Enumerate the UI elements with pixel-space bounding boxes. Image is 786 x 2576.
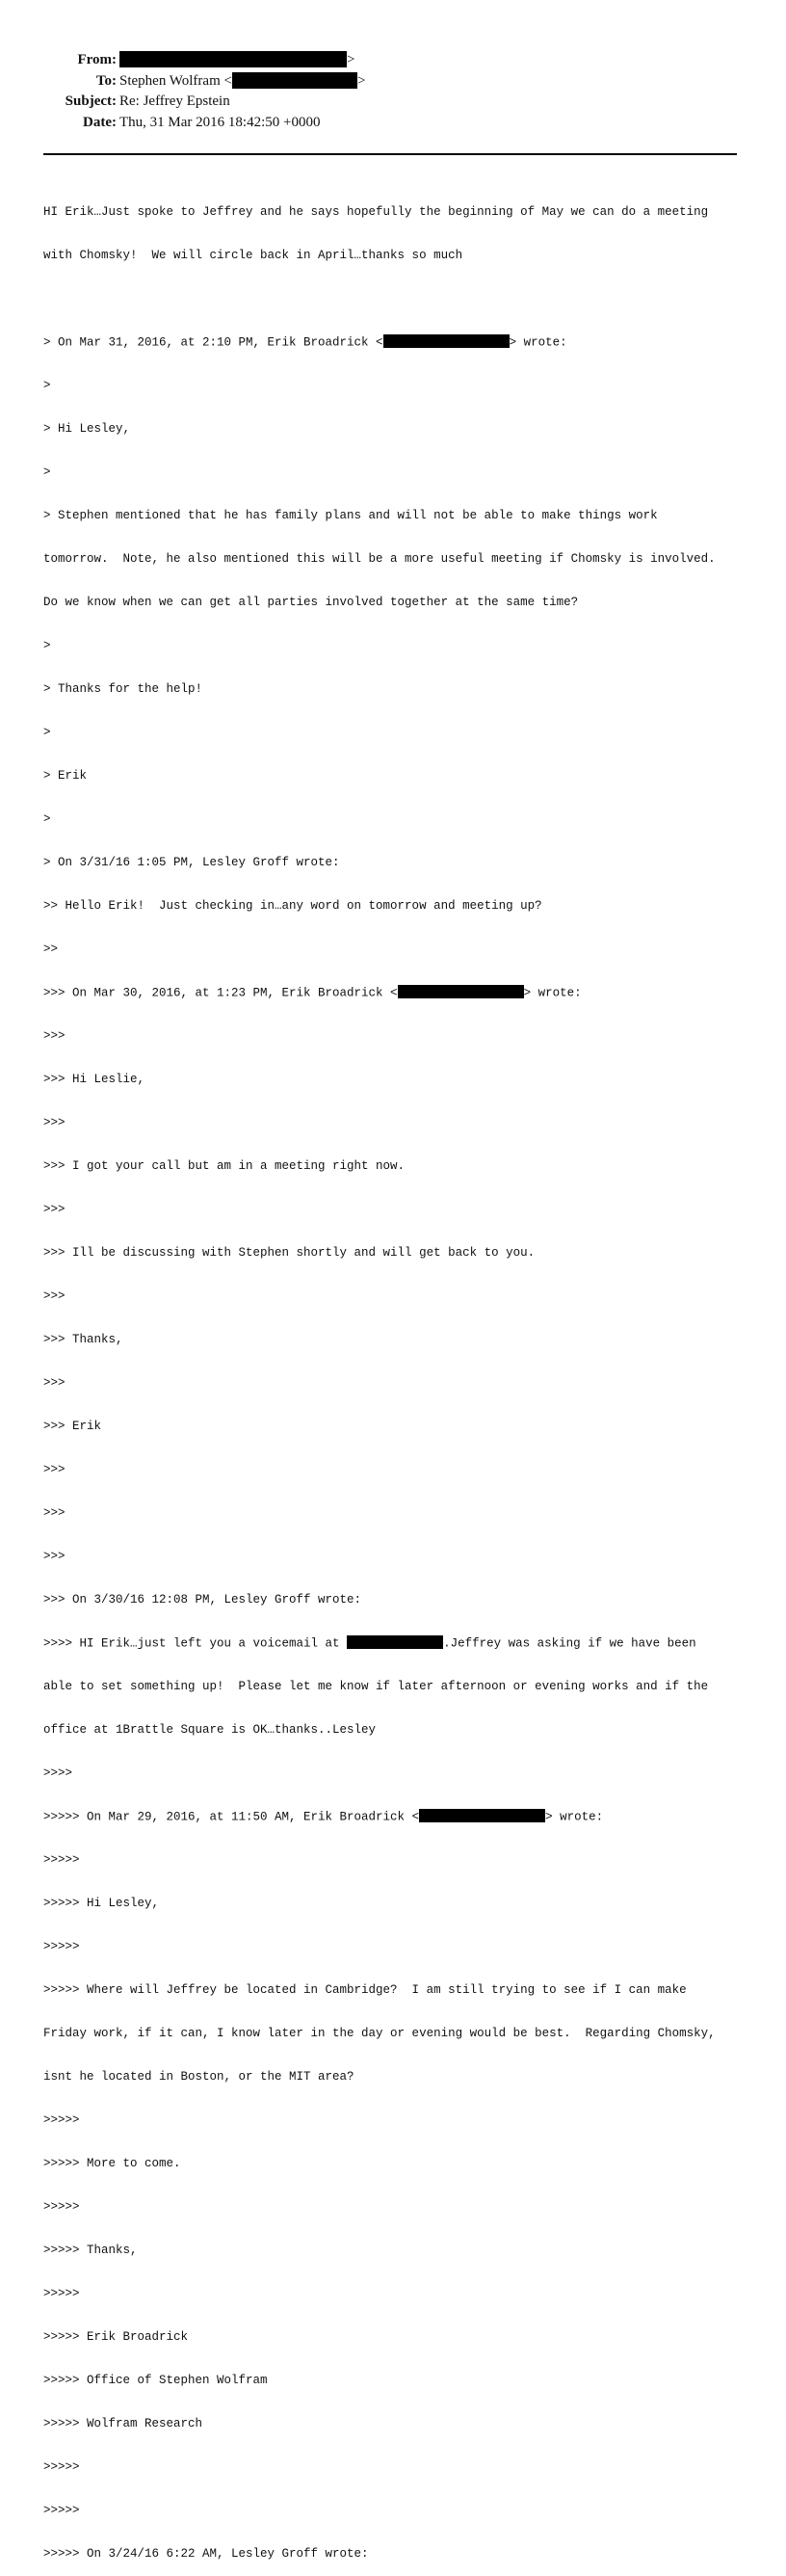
to-label: To: — [95, 72, 117, 89]
body-line: >>>> — [43, 1766, 73, 1780]
body-line: Friday work, if it can, I know later in the day or evening would be best. Regarding Chomsky, — [43, 2027, 716, 2040]
body-line: > — [43, 639, 51, 652]
subject-row — [0, 92, 786, 113]
quote-attribution: >>>>> On Mar 29, 2016, at 11:50 AM, Erik Broadrick < — [43, 1810, 420, 1824]
body-line: >>> — [43, 1116, 66, 1129]
subject-label: Subject: — [65, 93, 117, 109]
from-row — [0, 50, 786, 71]
body-line: >>> Erik — [43, 1420, 102, 1433]
to-row — [0, 71, 786, 93]
body-line: >>> — [43, 1203, 66, 1216]
body-line: >>>>> Hi Lesley, — [43, 1897, 160, 1910]
body-line: >>> Hi Leslie, — [43, 1073, 145, 1086]
quote-attribution-end: > wrote: — [545, 1810, 604, 1824]
body-line: > On 3/31/16 1:05 PM, Lesley Groff wrote: — [43, 856, 340, 869]
body-line: >>>>> Thanks, — [43, 2244, 138, 2257]
body-line: >>> I got your call but am in a meeting right now. — [43, 1159, 406, 1173]
body-line — [43, 1636, 747, 1651]
quote-attribution: > On Mar 31, 2016, at 2:10 PM, Erik Broadrick < — [43, 335, 383, 350]
redaction-bar — [383, 334, 510, 348]
body-line: > — [43, 726, 51, 739]
body-line: >>>>> — [43, 2287, 80, 2300]
from-label: From: — [77, 52, 117, 67]
body-line: office at 1Brattle Square is OK…thanks..Lesley — [43, 1723, 377, 1737]
header-divider — [43, 153, 737, 155]
body-line: > — [43, 812, 51, 826]
body-line: > — [43, 465, 51, 479]
body-line: >>> Ill be discussing with Stephen shortly and will get back to you. — [43, 1246, 536, 1260]
body-line: HI Erik…Just spoke to Jeffrey and he says hopefully the beginning of May we can do a meeting — [43, 205, 709, 219]
body-line: >> Hello Erik! Just checking in…any word on tomorrow and meeting up? — [43, 899, 542, 913]
body-line: >>> — [43, 1289, 66, 1303]
body-line: with Chomsky! We will circle back in April…thanks so much — [43, 249, 463, 262]
body-line: >>>>> — [43, 2200, 80, 2214]
body-line: >>> — [43, 1550, 66, 1563]
quote-attribution: >>> On Mar 30, 2016, at 1:23 PM, Erik Broadrick < — [43, 986, 398, 1000]
quote-text-end: .Jeffrey was asking if we have been — [443, 1636, 696, 1651]
body-line: >>>>> Erik Broadrick — [43, 2330, 189, 2344]
body-line: >>>>> More to come. — [43, 2157, 181, 2170]
quote-text: >>>> HI Erik…just left you a voicemail at — [43, 1636, 348, 1651]
from-suffix: > — [347, 52, 355, 67]
body-line: >>>>> — [43, 2504, 80, 2517]
email-header — [0, 50, 786, 133]
body-line: >>> Thanks, — [43, 1333, 123, 1346]
body-line: >>>>> Office of Stephen Wolfram — [43, 2374, 268, 2387]
to-name: Stephen Wolfram < — [119, 72, 232, 89]
redaction-bar — [119, 51, 347, 67]
quote-attribution-end: > wrote: — [509, 335, 567, 350]
subject-value: Re: Jeffrey Epstein — [119, 93, 230, 109]
body-line — [43, 986, 747, 1000]
to-value — [119, 71, 365, 93]
body-line: > Stephen mentioned that he has family plans and will not be able to make things work — [43, 509, 658, 522]
body-line — [43, 292, 747, 306]
body-line: >>> — [43, 1506, 66, 1520]
redaction-bar — [398, 985, 524, 998]
quote-attribution-end: > wrote: — [523, 986, 582, 1000]
body-line: able to set something up! Please let me know if later afternoon or evening works and if the — [43, 1680, 709, 1693]
body-line: >>>>> On 3/24/16 6:22 AM, Lesley Groff wrote: — [43, 2547, 369, 2561]
body-line: >>>>> — [43, 1853, 80, 1867]
email-body — [43, 176, 747, 2576]
date-row — [0, 113, 786, 134]
body-line: >>>>> — [43, 1940, 80, 1953]
redaction-bar — [347, 1635, 443, 1649]
body-line: >>> — [43, 1029, 66, 1043]
to-suffix: > — [356, 72, 366, 89]
body-line: >>>>> — [43, 2460, 80, 2474]
body-line — [43, 335, 747, 350]
body-line: > Hi Lesley, — [43, 422, 131, 436]
redaction-bar — [232, 72, 357, 89]
body-line: >>>>> Where will Jeffrey be located in Cambridge? I am still trying to see if I can make — [43, 1983, 687, 1997]
body-line: > Erik — [43, 769, 88, 783]
body-line — [43, 1810, 747, 1824]
body-line: >>> — [43, 1463, 66, 1476]
body-line: >>>>> — [43, 2113, 80, 2127]
body-line: Do we know when we can get all parties involved together at the same time? — [43, 596, 579, 609]
body-line: tomorrow. Note, he also mentioned this will be a more useful meeting if Chomsky is involved. — [43, 552, 716, 566]
date-label: Date: — [83, 114, 117, 130]
redaction-bar — [419, 1809, 545, 1822]
body-line: > Thanks for the help! — [43, 682, 203, 696]
body-line: >> — [43, 943, 59, 956]
body-line: >>>>> Wolfram Research — [43, 2417, 203, 2430]
from-value — [119, 50, 354, 71]
body-line: > — [43, 379, 51, 392]
body-line: >>> On 3/30/16 12:08 PM, Lesley Groff wrote: — [43, 1593, 362, 1607]
body-line: >>> — [43, 1376, 66, 1390]
body-line: isnt he located in Boston, or the MIT area? — [43, 2070, 354, 2084]
date-value: Thu, 31 Mar 2016 18:42:50 +0000 — [119, 114, 321, 130]
